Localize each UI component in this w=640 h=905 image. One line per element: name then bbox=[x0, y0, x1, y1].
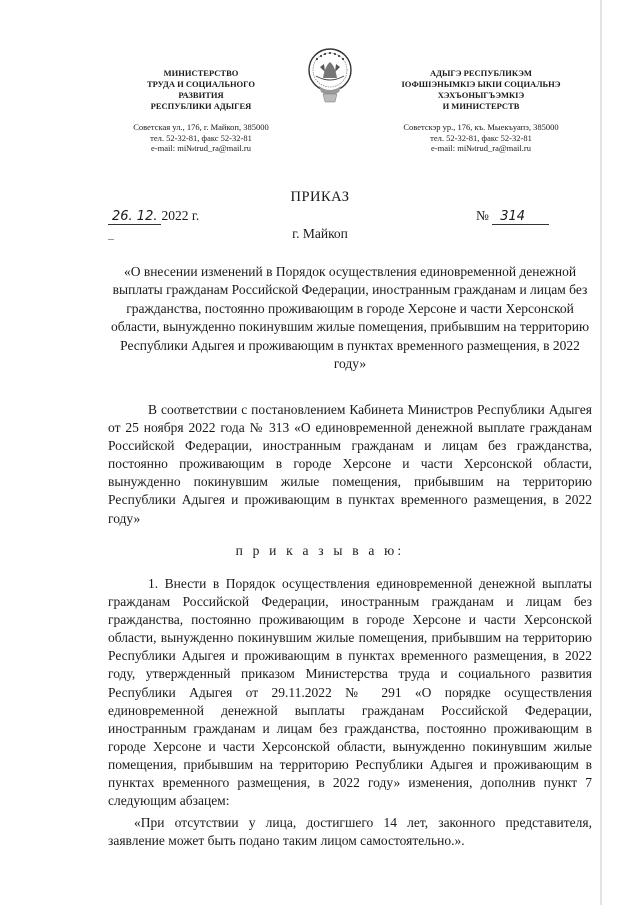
order-word: п р и к а з ы в а ю: bbox=[235, 543, 405, 558]
header-left-block bbox=[96, 68, 306, 154]
item-1-quote: «При отсутствии у лица, достигшего 14 лет, законного представителя, заявление может быть подано таким лицом самостоятельно.». bbox=[108, 815, 592, 849]
ministry-name-ru: МИНИСТЕРСТВО ТРУДА И СОЦИАЛЬНОГО РАЗВИТИЯ РЕСПУБЛИКИ АДЫГЕЯ bbox=[147, 68, 255, 111]
item-1-paragraph: 1. Внести в Порядок осуществления единовременной денежной выплаты гражданам Российской Федерации, иностранным гражданам и лицам без гражданства, постоянно проживающим в городе Херсоне и части Херсонской области, вынужденно покинувшим жилые помещения, прибывшим на территорию Республики Адыгея и проживающим в пунктах временного размещения, в 2022 году, утвержденный приказом Министерства труда и социального развития Республики Адыгея от 29.11.2022 № 291 «О порядке осуществления единовременной денежной выплаты гражданам Российской Федерации, иностранным гражданам и лицам без гражданства, постоянно проживающим в городе Херсоне и части Херсонской области, вынужденно покинувшим жилые помещения, прибывшим на территорию Республики Адыгея и проживающим в пунктах временного размещения, в 2022 году» изменения, дополнив пункт 7 следующим абзацем: bbox=[108, 576, 592, 809]
document-city: г. Майкоп bbox=[292, 226, 348, 241]
coat-of-arms-icon bbox=[303, 46, 357, 110]
handwritten-date: 26. 12. bbox=[108, 209, 161, 225]
ministry-name-ady: АДЫГЭ РЕСПУБЛИКЭМ ІОФШІЭНЫМКІЭ ЫКІИ СОЦИАЛЬНЭ ХЭХЪОНЫГЪЭМКІЭ И МИНИСТЕРСТВ bbox=[401, 68, 561, 111]
document-date bbox=[108, 208, 199, 225]
document-title: ПРИКАЗ bbox=[290, 189, 350, 205]
printed-year: 2022 г. bbox=[161, 208, 200, 223]
ministry-address-ady: Советскэр ур., 176, къ. Мыекъуапэ, 385000 тел. 52-32-81, факс 52-32-81 e-mail: mi№trud_ra@mail.ru bbox=[403, 122, 559, 153]
margin-mark bbox=[108, 239, 114, 240]
ministry-address-ru: Советская ул., 176, г. Майкоп, 385000 тел. 52-32-81, факс 52-32-81 e-mail: mi№trud_ra@mail.ru bbox=[133, 122, 269, 153]
handwritten-number: 314 bbox=[492, 209, 549, 225]
preamble-paragraph: В соответствии с постановлением Кабинета Министров Республики Адыгея от 25 ноября 2022 года № 313 «О единовременной денежной выплате гражданам Российской Федерации, иностранным гражданам и лицам без гражданства, постоянно проживающим в городе Херсоне и части Херсонской области, вынужденно покинувшим жилые помещения, прибывшим на территорию Республики Адыгея и проживающим в пунктах временного размещения, в 2022 году» bbox=[108, 402, 592, 526]
page-edge bbox=[600, 0, 602, 905]
document-number bbox=[476, 208, 549, 225]
header-right-block bbox=[376, 68, 586, 154]
number-sign: № bbox=[476, 208, 489, 223]
document-subject: «О внесении изменений в Порядок осуществления единовременной денежной выплаты гражданам Российской Федерации, иностранным гражданам и лицам без гражданства, постоянно проживающим в городе Херсоне и части Херсонской области, вынужденно покинувшим жилые помещения, прибывшим на территорию Республики Адыгея и проживающим в пунктах временного размещения, в 2022 году» bbox=[110, 264, 590, 372]
